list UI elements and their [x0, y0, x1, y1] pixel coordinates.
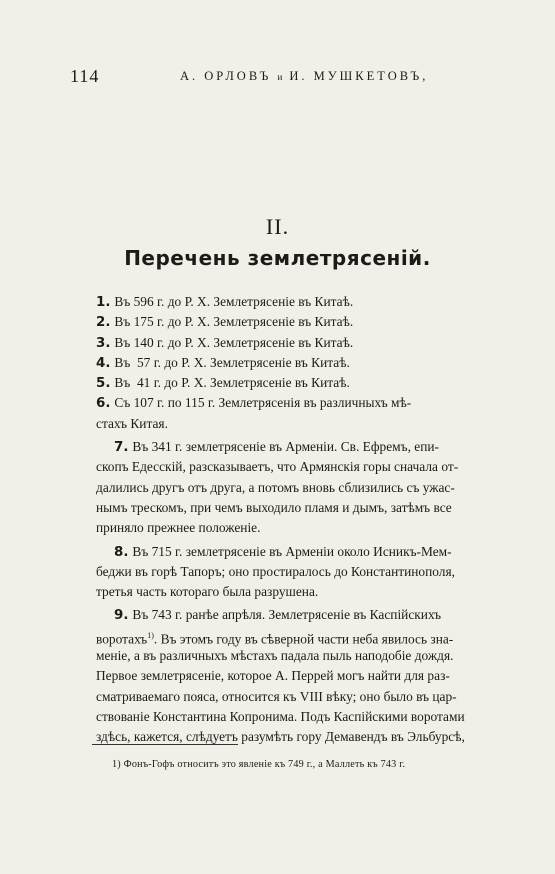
footnote-text: Фонъ-Гофъ относитъ это явленіе къ 749 г., а Маллеть къ 743 г.	[123, 759, 406, 770]
entry-text: Въ 41 г. до Р. Х. Землетрясеніе въ Китаѣ.	[114, 375, 350, 391]
body-text	[96, 292, 502, 748]
footnote-rule	[92, 744, 238, 745]
entry-text: Съ 107 г. по 115 г. Землетрясенія въ различныхъ мѣ-	[114, 395, 412, 411]
entry-text: . Въ этомъ году въ сѣверной части неба явилось зна-	[153, 631, 454, 647]
entry-7-cont: скопъ Едесскій, разсказываетъ, что Армянскія горы сначала от-	[96, 459, 459, 475]
section-title: Перечень землетрясеній.	[124, 246, 431, 270]
entry-8-cont: беджи въ горѣ Тапоръ; оно простиралось до Константинополя,	[96, 563, 455, 579]
running-head	[180, 69, 428, 84]
entry-number: 7.	[114, 440, 129, 456]
entry-2	[96, 312, 502, 332]
entry-7	[96, 437, 502, 457]
footnote	[112, 759, 405, 770]
entry-9-cont: меніе, а въ различныхъ мѣстахъ падала пыль наподобіе дождя.	[96, 648, 454, 664]
running-head-author-1: А. ОРЛОВЪ	[180, 69, 272, 83]
entry-9-cont: Первое землетрясеніе, которое А. Перрей могъ найти для раз-	[96, 668, 450, 684]
entry-7-cont: далились другъ отъ друга, а потомъ вновь сблизились съ ужас-	[96, 479, 455, 495]
entry-text: Въ 175 г. до Р. Х. Землетрясеніе въ Китаѣ.	[114, 314, 354, 330]
entry-number: 9.	[114, 608, 129, 624]
entry-8-cont: третья часть котораго была разрушена.	[96, 584, 319, 600]
entry-9-cont: ствованіе Константина Копронима. Подъ Каспійскими воротами	[96, 708, 465, 724]
entry-number: 1.	[96, 295, 111, 310]
entry-9-cont	[96, 626, 502, 646]
entry-4	[96, 353, 502, 373]
entry-text: Въ 140 г. до Р. Х. Землетрясеніе въ Китаѣ.	[114, 334, 354, 350]
page-number: 114	[70, 66, 100, 86]
entry-number: 5.	[96, 376, 111, 392]
entry-text: Въ 715 г. землетрясеніе въ Арменіи около Исникъ-Мем-	[132, 543, 452, 559]
entry-9-cont: сматриваемаго пояса, относится къ VIII вѣку; оно было въ цар-	[96, 688, 457, 704]
section-number: II.	[265, 214, 290, 239]
entry-number: 2.	[96, 315, 111, 331]
entry-9-cont: здѣсь, кажется, слѣдуетъ разумѣть гору Демавендъ въ Эльбурсѣ,	[96, 729, 465, 745]
entry-9	[96, 605, 502, 625]
entry-1	[96, 292, 502, 312]
entry-text: воротахъ	[96, 631, 148, 647]
entry-text: Въ 596 г. до Р. Х. Землетрясеніе въ Китаѣ.	[114, 294, 354, 309]
entry-text: Въ 743 г. ранѣе апрѣля. Землетрясеніе въ Каспійскихъ	[132, 607, 442, 623]
running-head-author-2: И. МУШКЕТОВЪ,	[289, 69, 429, 83]
entry-3	[96, 333, 502, 353]
footnote-mark: 1)	[112, 759, 121, 770]
entry-number: 4.	[96, 355, 111, 371]
running-head-conjunction: и	[277, 72, 284, 82]
page-header	[70, 66, 500, 90]
entry-text: Въ 341 г. землетрясеніе въ Арменіи. Св. Ефремъ, епи-	[132, 439, 440, 455]
footnote-marker: 1)	[147, 630, 154, 640]
entry-8	[96, 542, 502, 562]
entry-7-cont: приняло прежнее положеніе.	[96, 520, 261, 536]
entry-7-cont: нымъ трескомъ, при чемъ выходило пламя и дымъ, затѣмъ все	[96, 499, 452, 515]
entry-number: 3.	[96, 335, 111, 351]
entry-number: 6.	[96, 396, 111, 412]
entry-number: 8.	[114, 544, 129, 560]
entry-5	[96, 373, 502, 393]
entry-text: Въ 57 г. до Р. Х. Землетрясеніе въ Китаѣ.	[114, 354, 350, 370]
entry-6	[96, 393, 502, 413]
entry-6-cont: стахъ Китая.	[96, 415, 168, 431]
